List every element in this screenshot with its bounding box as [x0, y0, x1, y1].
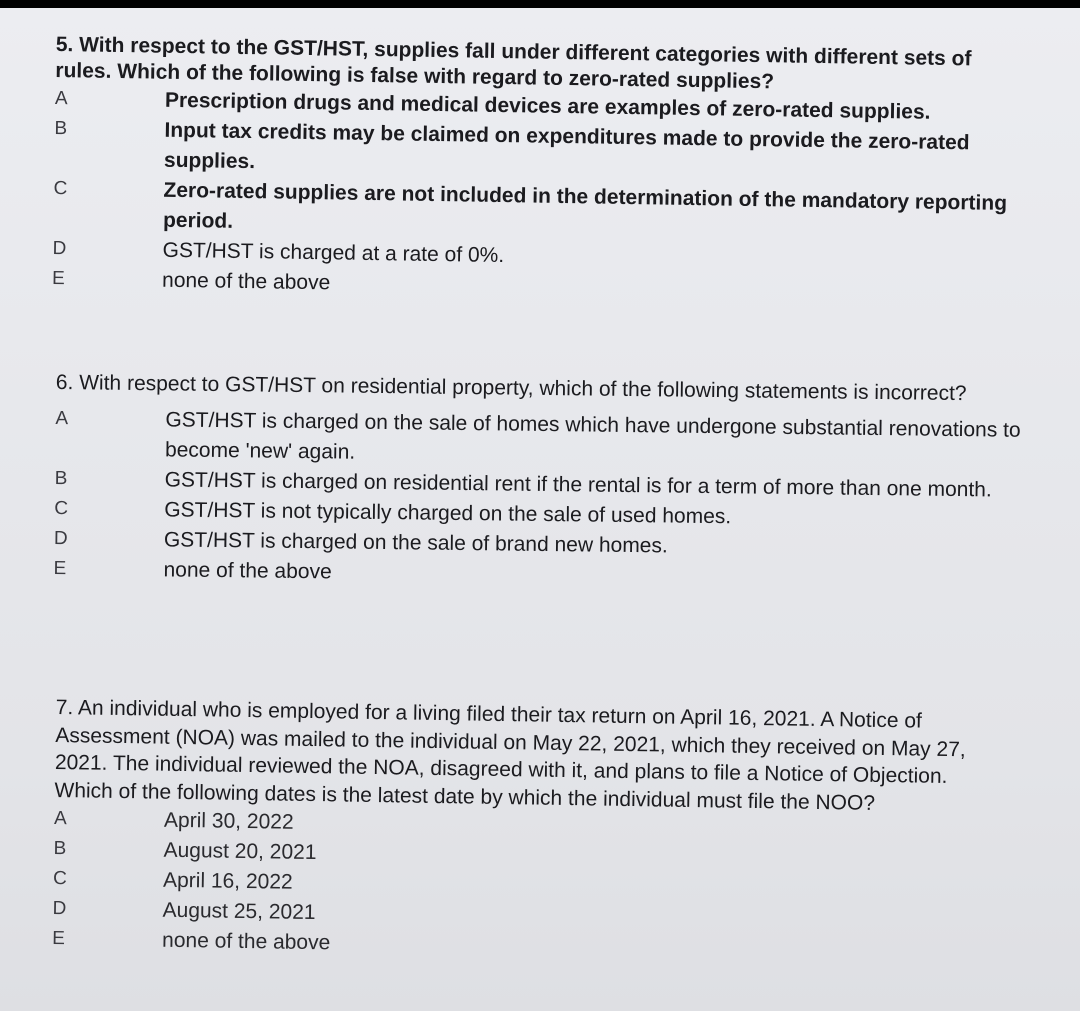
option-text: none of the above — [161, 928, 331, 955]
option-letter: D — [53, 527, 68, 550]
option-text: GST/HST is charged on the sale of brand new homes. — [163, 528, 668, 558]
option-text: Zero-rated supplies are not included in the determination of the mandatory reporting period. — [162, 178, 1008, 233]
option-text: none of the above — [163, 558, 332, 584]
option-text: GST/HST is charged at a rate of 0%. — [162, 238, 505, 268]
option-text: GST/HST is charged on the sale of homes which have undergone substantial renovations to become 'new' again. — [164, 408, 1021, 464]
option-letter: B — [53, 837, 67, 860]
option-letter: A — [53, 807, 67, 830]
option-text: April 30, 2022 — [163, 808, 294, 834]
option-text: none of the above — [161, 268, 331, 295]
option-text: Prescription drugs and medical devices are examples of zero-rated supplies. — [164, 88, 931, 124]
option-letter: E — [51, 267, 65, 290]
question-7 — [52, 694, 1026, 969]
option-text: GST/HST is charged on residential rent if the rental is for a term of more than one month. — [164, 468, 992, 502]
option-letter: A — [54, 87, 68, 110]
option-text: Input tax credits may be claimed on expenditures made to provide the zero-rated supplies. — [163, 118, 970, 174]
question-5 — [52, 32, 1026, 309]
option-letter: C — [54, 497, 69, 520]
question-7-stem: 7. An individual who is employed for a living filed their tax return on April 16, 2021. A Notice of Assessment (NOA) was mailed to the individual on May 22, 2021, which they received on May 27, 2021. The individual reviewed the NOA, disagreed with it, and plans to file a Notice of Objection. Which of the following dates is the latest date by which the individual must file the NOO? — [54, 695, 966, 815]
monitor-screen — [0, 8, 1080, 1011]
option-text: April 16, 2022 — [162, 868, 293, 894]
option-text: August 25, 2021 — [162, 898, 316, 925]
option-letter: E — [51, 927, 66, 950]
option-letter: B — [54, 117, 68, 140]
option-letter: A — [55, 407, 69, 430]
option-text: GST/HST is not typically charged on the sale of used homes. — [164, 498, 732, 529]
question-6 — [53, 370, 1026, 596]
option-text: August 20, 2021 — [163, 838, 317, 865]
option-letter: D — [52, 897, 67, 920]
option-letter: B — [54, 467, 68, 490]
option-letter: C — [53, 177, 68, 200]
question-5-stem: 5. With respect to the GST/HST, supplies fall under different categories with different sets of rules. Which of the following is false with regard to zero-rated supplies? — [55, 32, 972, 94]
question-6-stem: 6. With respect to GST/HST on residential property, which of the following statements is incorrect? — [55, 370, 967, 406]
option-letter: C — [52, 867, 67, 890]
option-letter: E — [53, 557, 67, 580]
option-letter: D — [52, 237, 67, 260]
